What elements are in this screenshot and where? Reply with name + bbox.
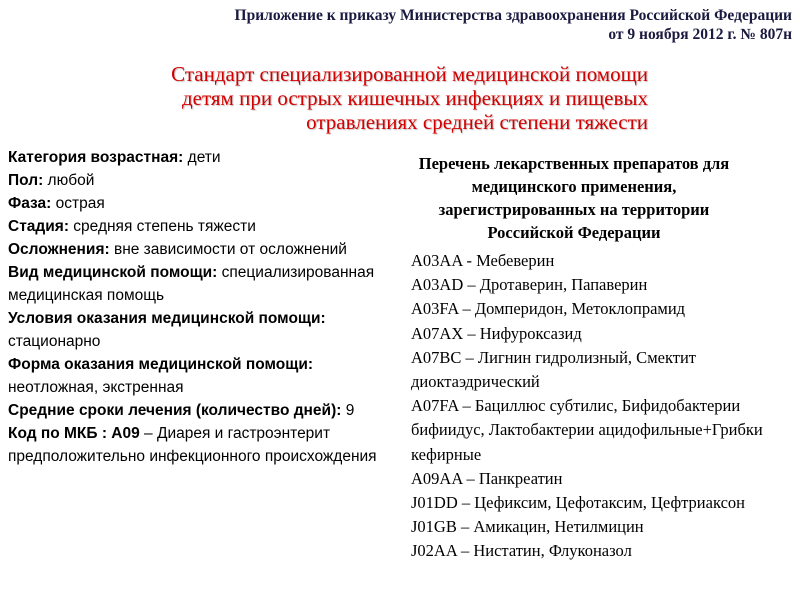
- drug-item: A07AX – Нифуроксазид: [411, 323, 582, 343]
- form-value: неотложная, экстренная: [8, 379, 184, 396]
- sex: [8, 169, 398, 192]
- icd-label: Код по МКБ : А09: [8, 425, 140, 442]
- age-category: [8, 146, 398, 169]
- care-type-value: специализированная медицинская помощь: [8, 264, 375, 304]
- age-value: дети: [183, 149, 221, 166]
- drug-item: J02AA – Нистатин, Флуконазол: [411, 541, 632, 561]
- header-line-1: Приложение к приказу Министерства здравоохранения Российской Федерации: [234, 7, 792, 24]
- age-label: Категория возрастная:: [8, 149, 184, 166]
- care-conditions: [8, 307, 398, 353]
- icd-code: [8, 422, 398, 468]
- phase-label: Фаза:: [8, 195, 52, 212]
- title-line-2: детям при острых кишечных инфекциях и пищевых: [181, 86, 648, 110]
- drug-item: J01GB – Амикацин, Нетилмицин: [411, 517, 644, 537]
- drug-list-title-line-2: медицинского применения,: [471, 177, 677, 196]
- phase: [8, 192, 398, 215]
- stage-value: средняя степень тяжести: [68, 218, 256, 235]
- phase-value: острая: [51, 195, 105, 212]
- drug-item: A03AA - Мебеверин: [411, 251, 555, 270]
- stage-label: Стадия:: [8, 218, 69, 235]
- title-line-1: Стандарт специализированной медицинской помощи: [171, 62, 648, 86]
- complications: [8, 238, 398, 261]
- form-label: Форма оказания медицинской помощи:: [8, 356, 314, 373]
- drug-item: J01DD – Цефиксим, Цефотаксим, Цефтриаксон: [411, 493, 745, 513]
- standard-details: [8, 146, 398, 468]
- care-type-label: Вид медицинской помощи:: [8, 264, 218, 281]
- drug-list-title-line-3: зарегистрированных на территории: [438, 200, 710, 219]
- conditions-label: Условия оказания медицинской помощи:: [8, 310, 326, 327]
- drug-list-title-line-4: Российской Федерации: [487, 223, 661, 242]
- drug-list-title: [376, 152, 772, 244]
- drug-item: A03AD – Дротаверин, Папаверин: [411, 275, 648, 295]
- conditions-value: стационарно: [8, 333, 101, 350]
- complications-value: вне зависимости от осложнений: [109, 241, 347, 258]
- drug-item: A07BC – Лигнин гидролизный, Смектит диоктаэдрический: [411, 347, 697, 392]
- sex-label: Пол:: [8, 172, 44, 189]
- drug-list-title-line-1: Перечень лекарственных препаратов для: [418, 154, 730, 173]
- sex-value: любой: [43, 172, 95, 189]
- duration-value: 9: [341, 402, 355, 419]
- care-type: [8, 261, 398, 307]
- header-line-2: от 9 ноября 2012 г. № 807н: [608, 26, 792, 43]
- complications-label: Осложнения:: [8, 241, 110, 258]
- standard-title: [60, 62, 648, 134]
- drug-list: [411, 249, 796, 564]
- title-line-3: отравлениях средней степени тяжести: [306, 110, 648, 134]
- order-header: [112, 6, 792, 44]
- duration-label: Средние сроки лечения (количество дней):: [8, 402, 342, 419]
- drug-item: A03FA – Домперидон, Метоклопрамид: [411, 299, 686, 319]
- treatment-duration: [8, 399, 398, 422]
- care-form: [8, 353, 398, 399]
- icd-value: – Диарея и гастроэнтерит предположительно инфекционного происхождения: [8, 425, 377, 465]
- drug-item: A09AA – Панкреатин: [411, 468, 563, 488]
- drug-item: A07FA – Бациллюс субтилис, Бифидобактерии бифиидус, Лактобактерии ацидофильные+Грибки кефирные: [411, 396, 763, 464]
- stage: [8, 215, 398, 238]
